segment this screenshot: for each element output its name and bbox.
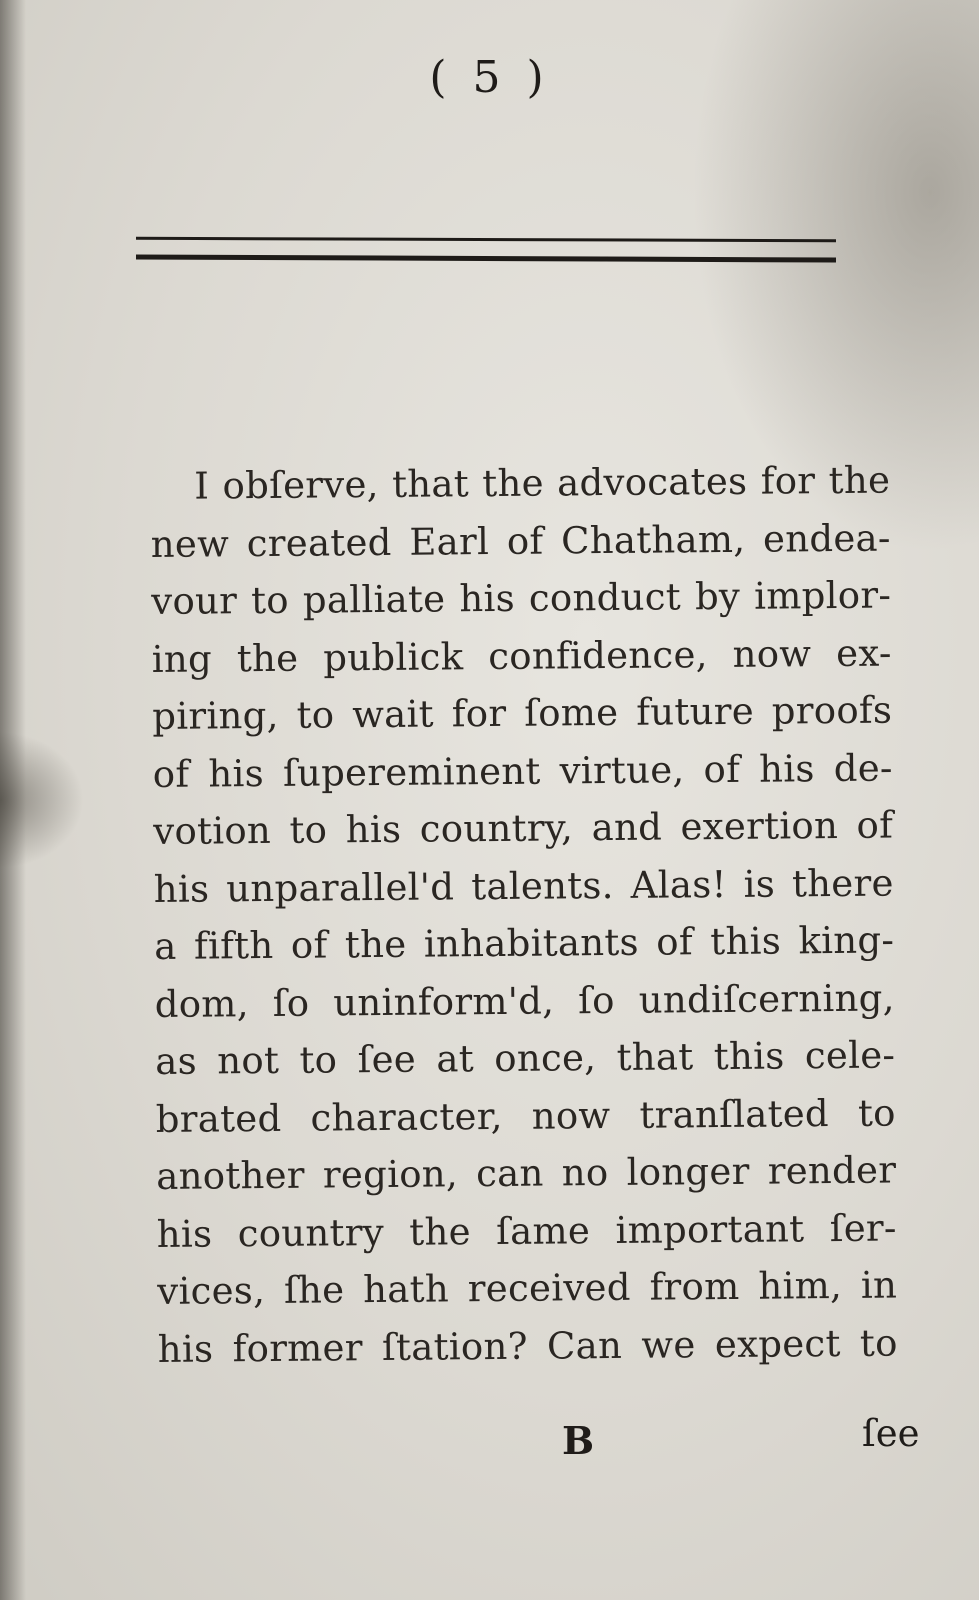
text-line: of his ſupereminent virtue, of his de- [152, 746, 893, 796]
text-line: ing the publick confidence, now ex- [151, 631, 892, 681]
header-rule-thick [136, 254, 836, 262]
text-line: brated character, now tranſlated to [155, 1091, 896, 1141]
text-line: vices, ſhe hath received from him, in [157, 1263, 898, 1313]
text-line: I obſerve, that the advocates for the [194, 458, 891, 508]
page-number: ( 5 ) [429, 52, 550, 103]
text-line: his country the ſame important ſer- [156, 1206, 897, 1256]
text-line: his unparallel'd talents. Alas! is there [153, 861, 894, 911]
text-line: his former ſtation? Can we expect to [157, 1321, 898, 1371]
header-rule-thin [136, 237, 836, 242]
text-line: piring, to wait for ſome future proofs [152, 688, 893, 738]
page-gutter-shadow [0, 0, 26, 1600]
catchword: ſee [862, 1412, 920, 1455]
text-line: dom, ſo uninform'd, ſo undiſcerning, [154, 976, 895, 1026]
text-line: as not to ſee at once, that this cele- [155, 1033, 896, 1083]
text-line: new created Earl of Chatham, endea- [150, 516, 891, 566]
text-line: votion to his country, and exertion of [153, 803, 894, 853]
text-line: another region, can no longer render [156, 1148, 897, 1198]
signature-mark: B [562, 1418, 595, 1463]
text-line: a fifth of the inhabitants of this king- [154, 918, 895, 968]
text-line: vour to palliate his conduct by implor- [151, 573, 892, 623]
body-text [150, 452, 898, 1378]
